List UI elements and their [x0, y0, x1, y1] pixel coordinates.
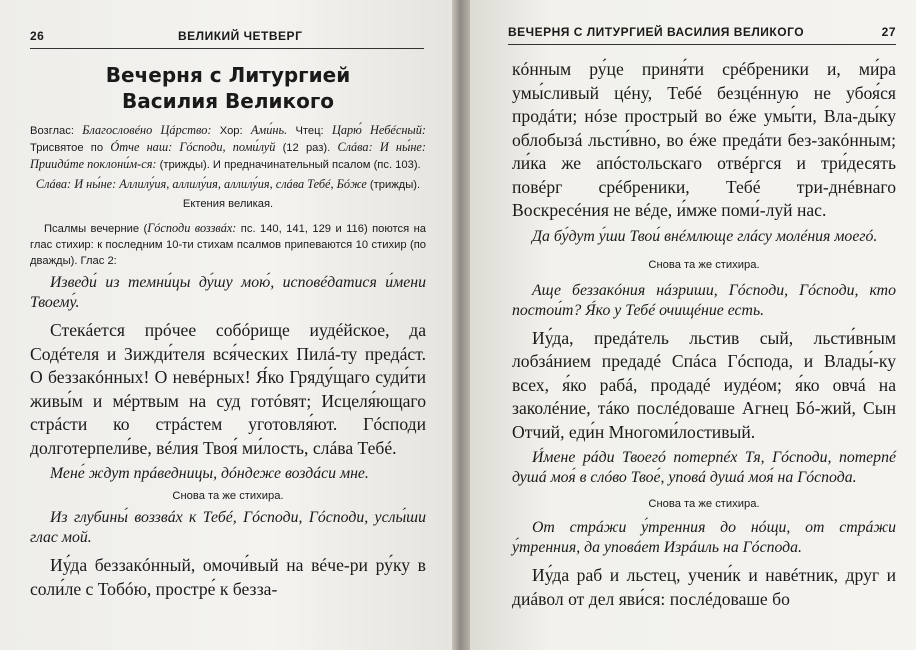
right-header-title: ВЕЧЕРНЯ С ЛИТУРГИЕЙ ВАСИЛИЯ ВЕЛИКОГО	[508, 25, 805, 39]
right-page	[470, 0, 916, 650]
left-page-content	[30, 62, 426, 601]
repeat-rubric-2: Снова та же стихира.	[648, 258, 760, 271]
sticheron-1: Стекáется прóчее собóрище иудéйское, да Содéтеля и Зижди́теля вся́ческих Пилá-ту предáст. О беззакóнных! О невéрных! Я́ко Гряду́щаго суди́ти живы́м и мéртвым на суд готóвят; Исцеля́ющаго стрáсти ко стрáстем уготовля́ют. Гóсподи долготерпели́ве, вéлия Твоя́ ми́лость, слáва Тебé.	[30, 320, 426, 458]
title-line-2: Василия Великого	[121, 89, 335, 113]
sticheron-4-start: Иу́да раб и льстец, учени́к и навéтник, друг и диáвол от дел яви́ся: послéдоваше бо	[512, 565, 896, 609]
book-gutter	[452, 0, 470, 650]
repeat-rubric-3: Снова та же стихира.	[648, 498, 760, 510]
psalm-verse-5: Аще беззакóния нáзриши, Гóсподи, Гóсподи, кто постои́т? Я́ко у Тебé очищéние есть.	[512, 281, 896, 319]
repeat-rubric: Снова та же стихира.	[172, 490, 284, 502]
sticheron-2-end: кóнным ру́це приня́ти срéбреники и, ми́ра умы́сливый цéну, Тебé безцéнную не убоя́ся продáти; нóзе прострый во éже умы́ти, Вла-ды́ку облобызá льсти́вно, во éже предáти без-закóнным; ли́ка же апóстольскаго отвéргся и три́десять повéрг срéбреники, Тебé три-днéвнаго Воскресéния не вéде, и́мже поми́-луй нас.	[512, 59, 896, 220]
psalm-verse-7: От стрáжи у́тренния до нóщи, от стрáжи у́тренния, да уповáет Изрáиль на Гóспода.	[512, 519, 896, 556]
opening-rubric: Возглас: Благословéно Цáрство: Хор: Ами́нь. Чтец: Царю́ Небéсный: Трисвятое по Óтче наш: Гóсподи, поми́луй (12 раз). Слáва: И ны́не: Приидúте поклони́м-ся: (трижды). И предначинательный псалом (пс. 103).	[30, 123, 426, 171]
right-running-header	[508, 22, 896, 45]
psalm-verse-6: И́мене рáди Твоегó потерпéх Тя, Гóсподи, потерпé душá моя́ в слóво Твое́, уповá душá моя́ на Гóспода.	[512, 449, 896, 486]
service-title	[30, 62, 426, 114]
left-running-header	[30, 26, 424, 49]
litany-rubric: Ектения великая.	[182, 198, 274, 210]
left-header-title: ВЕЛИКИЙ ЧЕТВЕРГ	[178, 29, 303, 43]
right-page-content	[512, 58, 896, 611]
psalm-verse-1: Изведи́ из темни́цы ду́шу мою́, исповéдатися и́мени Твоему́.	[30, 274, 426, 311]
psalms-rubric: Псалмы вечерние (Гóсподи воззвáх: пс. 140, 141, 129 и 116) поются на глас стихир: к последним 10-ти стихам псалмов припеваются 10 стихир (по дважды). Глас 2:	[30, 221, 426, 267]
title-line-1: Вечерня с Литургией	[105, 63, 351, 87]
glory-rubric: Слáва: И ны́не: Аллилу́ия, аллилу́ия, аллилу́ия, слáва Тебé, Бóже (трижды).	[35, 177, 421, 191]
psalm-verse-3: Из глубины́ воззвáх к Тебé, Гóсподи, Гóсподи, услы́ши глас мой.	[30, 509, 426, 546]
psalm-verse-4: Да бу́дут у́ши Твои́ внéмлюще глáсу молéния моегó.	[532, 227, 878, 245]
psalm-verse-2: Мене́ ждут прáведницы, дóндеже воздáси мне.	[50, 465, 369, 482]
right-page-number: 27	[881, 25, 896, 39]
left-page	[0, 0, 452, 650]
sticheron-2-start: Иу́да беззакóнный, омочи́вый на вéче-ри ру́ку в соли́ле с Тобóю, простре́ к безза-	[30, 555, 426, 599]
left-page-number: 26	[30, 29, 45, 43]
sticheron-3: Иу́да, предáтель льстив сый, льсти́вным лобзáнием предадé Спáса Гóспода, и Влады́-ку всех, я́ко рабá, продадé иудéом; я́ко овчá на заколéние, тáко послéдоваше Агнец Бó-жий, Сын Отчий, еди́н Многоми́лостивый.	[512, 327, 896, 442]
